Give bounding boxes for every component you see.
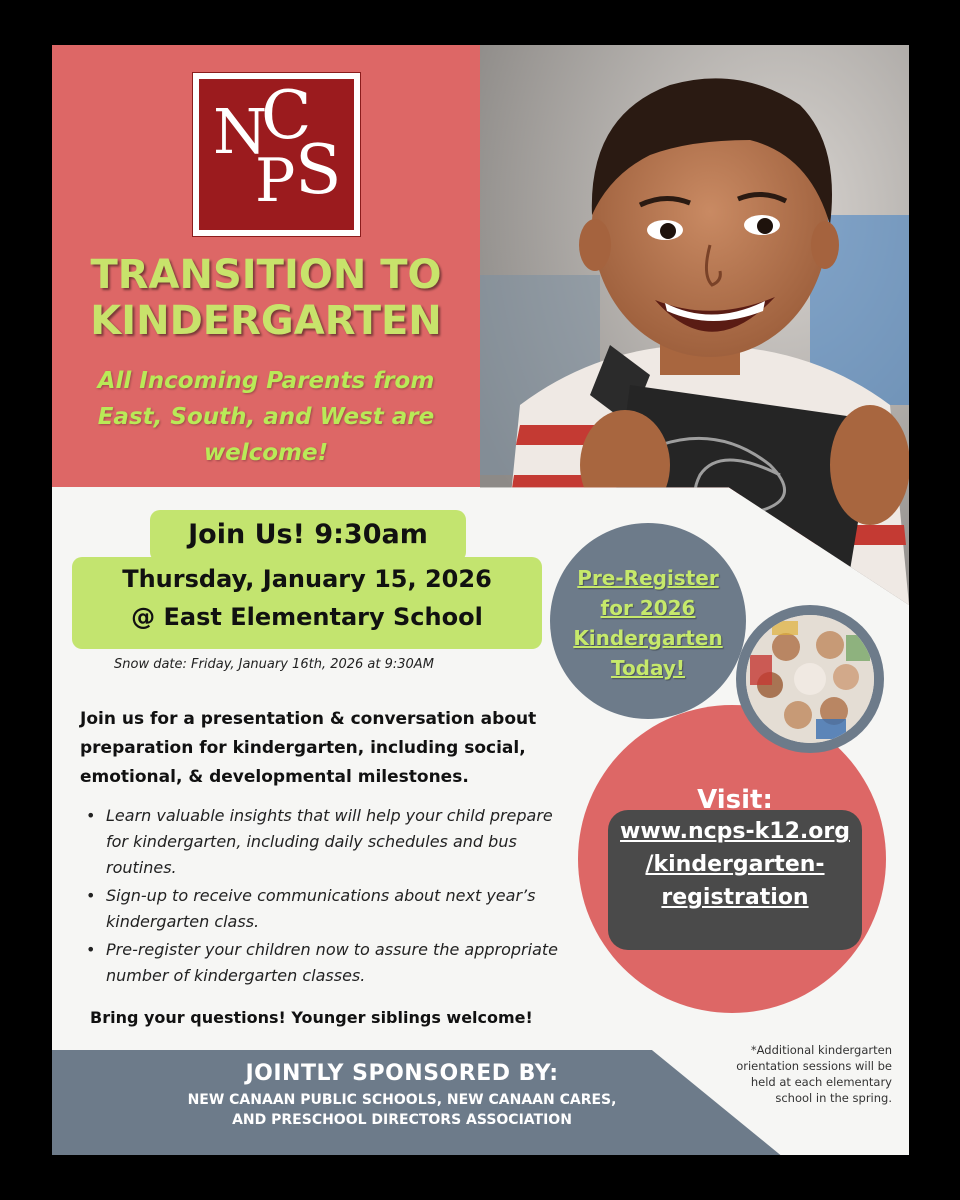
page-subtitle xyxy=(67,363,465,471)
flyer xyxy=(52,45,909,1155)
logo-letter-s: S xyxy=(295,131,342,210)
url-line-2: /kindergarten- xyxy=(645,852,825,877)
list-item: • Sign-up to receive communications about next year’s kindergarten class. xyxy=(84,883,564,935)
sponsor-heading: JOINTLY SPONSORED BY: xyxy=(245,1061,559,1086)
url-line-3: registration xyxy=(661,885,809,910)
sponsor-list xyxy=(52,1090,752,1130)
sponsor-line-2: AND PRESCHOOL DIRECTORS ASSOCIATION xyxy=(232,1112,572,1128)
note-line-3: held at each elementary xyxy=(750,1075,892,1089)
note-line-4: school in the spring. xyxy=(775,1091,892,1105)
questions-text: Bring your questions! Younger siblings welcome! xyxy=(90,1008,533,1027)
snow-date: Snow date: Friday, January 16th, 2026 at 9:30AM xyxy=(114,657,434,672)
logo-letter-n: N xyxy=(213,95,268,168)
logo-letter-p: P xyxy=(255,146,296,216)
children-circle-photo xyxy=(746,615,874,743)
list-item: • Pre-register your children now to assure the appropriate number of kindergarten classes. xyxy=(84,937,564,989)
page-title xyxy=(52,252,480,344)
title-line-1: TRANSITION TO xyxy=(90,252,442,298)
preregister-line-3: Kindergarten xyxy=(573,626,723,650)
logo-letter-c: C xyxy=(261,77,312,154)
logo-background xyxy=(199,79,354,230)
visit-label: Visit: xyxy=(697,785,773,815)
ncps-logo xyxy=(192,72,361,237)
child-photo-illustration xyxy=(480,45,909,605)
children-photo-illustration xyxy=(746,615,874,743)
hero-photo xyxy=(480,45,909,605)
preregister-line-1: Pre-Register xyxy=(577,566,719,590)
sponsor-line-1: NEW CANAAN PUBLIC SCHOOLS, NEW CANAAN CARES, xyxy=(187,1092,617,1108)
event-location: @ East Elementary School xyxy=(131,603,483,631)
url-line-1: www.ncps-k12.org xyxy=(620,819,850,844)
title-line-2: KINDERGARTEN xyxy=(90,298,442,344)
preregister-line-2: for 2026 xyxy=(600,596,696,620)
note-line-2: orientation sessions will be xyxy=(736,1059,892,1073)
additional-sessions-note xyxy=(712,1042,892,1106)
note-line-1: *Additional kindergarten xyxy=(750,1043,892,1057)
subtitle-line-2: East, South, and West are xyxy=(97,404,435,430)
list-item: • Learn valuable insights that will help your child prepare for kindergarten, including daily schedules and bus routines. xyxy=(84,803,564,881)
registration-url-link[interactable] xyxy=(600,815,870,914)
subtitle-line-3: welcome! xyxy=(203,440,329,466)
preregister-link[interactable] xyxy=(558,563,738,683)
event-date: Thursday, January 15, 2026 xyxy=(122,565,492,593)
benefits-list xyxy=(84,803,564,991)
subtitle-line-1: All Incoming Parents from xyxy=(97,368,435,394)
preregister-line-4: Today! xyxy=(610,656,686,680)
join-time: Join Us! 9:30am xyxy=(188,519,428,550)
intro-paragraph: Join us for a presentation & conversation about preparation for kindergarten, including social, emotional, & developmental milestones. xyxy=(80,709,537,787)
